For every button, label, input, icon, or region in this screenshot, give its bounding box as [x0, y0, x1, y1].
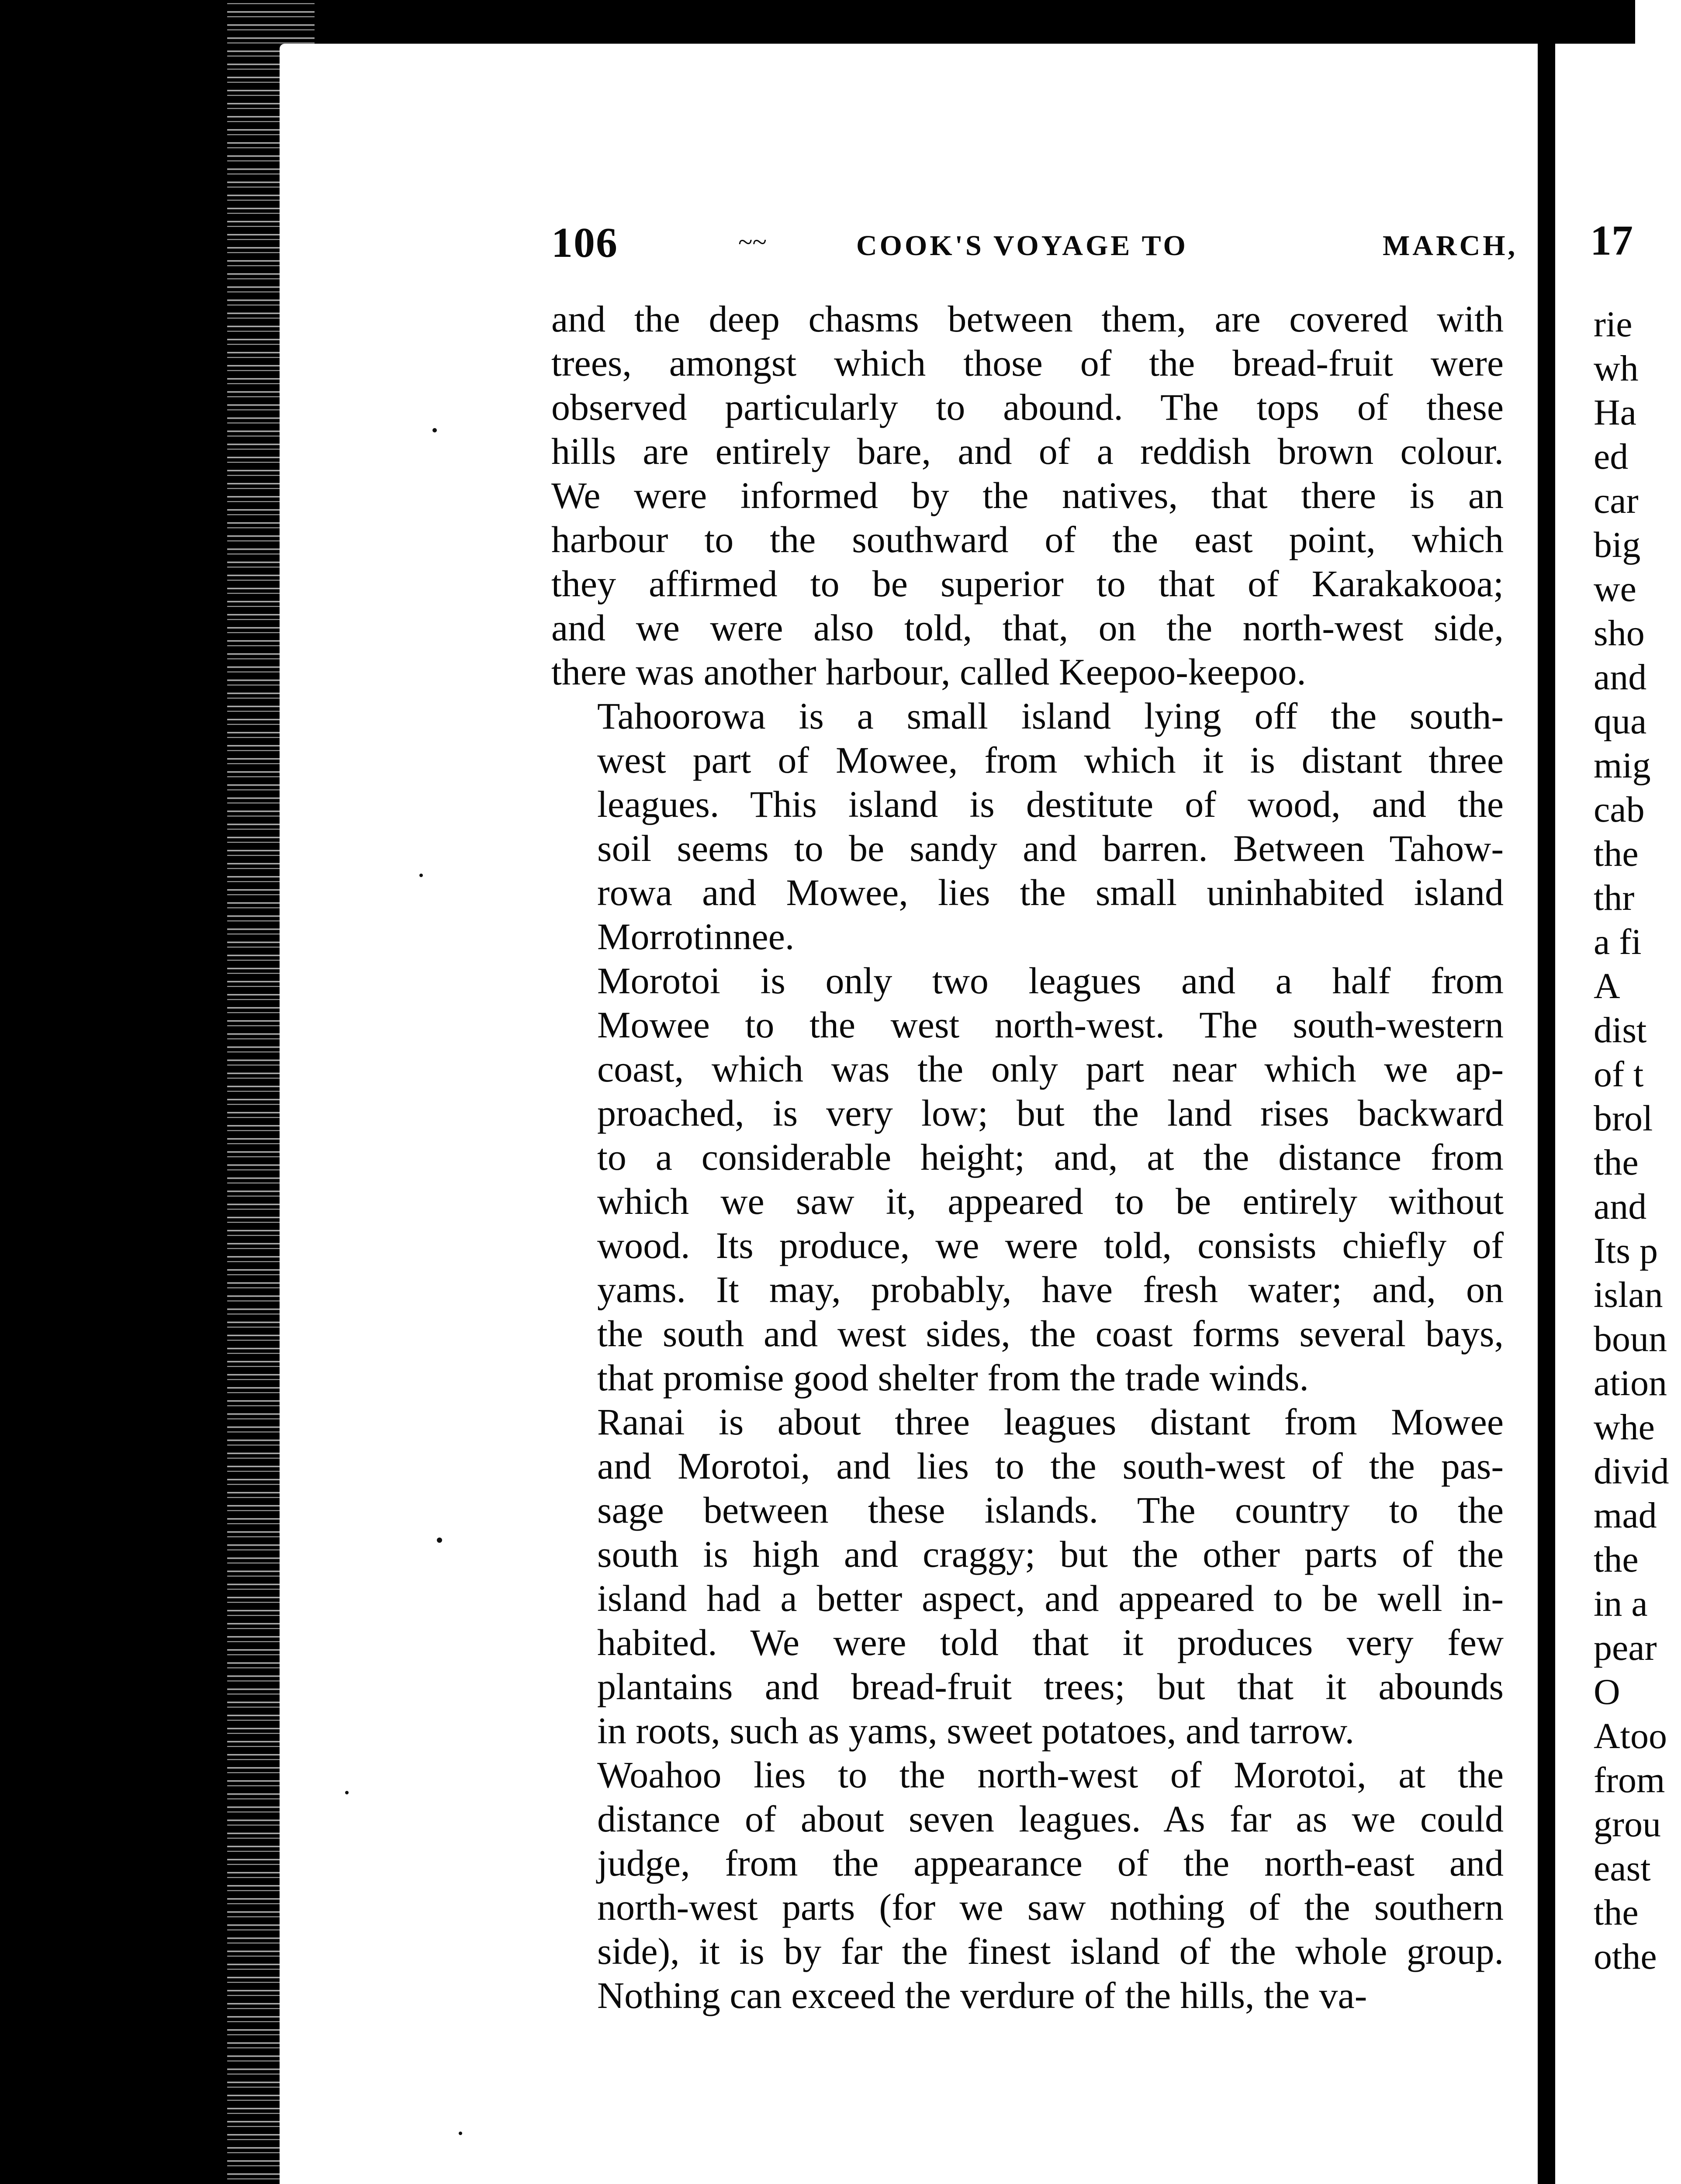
adjacent-text-line: in a	[1594, 1583, 1648, 1624]
speck	[437, 1538, 442, 1543]
text-line: Nothing can exceed the verdure of the hills, the va-	[597, 1974, 1367, 2016]
adjacent-text-line: east	[1594, 1848, 1651, 1889]
text-line: plantains and bread-fruit trees; but that it abounds	[597, 1666, 1504, 1707]
text-line: there was another harbour, called Keepoo-keepoo.	[551, 651, 1306, 693]
adjacent-text-line: the	[1594, 833, 1639, 874]
adjacent-text-line: grou	[1594, 1804, 1661, 1845]
adjacent-text-line: Its p	[1594, 1230, 1658, 1271]
text-line: Morrotinnee.	[597, 916, 795, 957]
header-mark: ~~	[738, 228, 767, 256]
adjacent-text-line: mad	[1594, 1495, 1657, 1536]
adjacent-text-line: we	[1594, 569, 1636, 609]
text-line: south is high and craggy; but the other parts of the	[597, 1533, 1504, 1575]
text-line: Woahoo lies to the north-west of Morotoi, at the	[597, 1754, 1504, 1796]
adjacent-text-line: the	[1594, 1142, 1639, 1183]
adjacent-text-line: and	[1594, 657, 1647, 698]
adjacent-text-line: ed	[1594, 436, 1629, 477]
adjacent-text-line: and	[1594, 1186, 1647, 1227]
adjacent-text-line: car	[1594, 480, 1639, 521]
text-line: and Morotoi, and lies to the south-west of the pas-	[597, 1445, 1504, 1487]
text-line: yams. It may, probably, have fresh water; and, on	[597, 1268, 1504, 1310]
paragraph	[551, 1753, 1504, 2018]
adjacent-text-line: whe	[1594, 1407, 1655, 1448]
adjacent-text-line: rie	[1594, 304, 1633, 345]
text-line: in roots, such as yams, sweet potatoes, and tarrow.	[597, 1710, 1355, 1752]
text-line: soil seems to be sandy and barren. Between Tahow-	[597, 827, 1504, 869]
adjacent-page-number: 17	[1590, 217, 1633, 264]
text-line: Mowee to the west north-west. The south-western	[597, 1004, 1504, 1046]
text-line: rowa and Mowee, lies the small uninhabited island	[597, 871, 1504, 913]
text-line: that promise good shelter from the trade winds.	[597, 1357, 1309, 1399]
text-line: Tahoorowa is a small island lying off the south-	[597, 695, 1504, 737]
text-line: We were informed by the natives, that there is an	[551, 474, 1504, 516]
adjacent-text-line: othe	[1594, 1936, 1657, 1977]
text-line: and the deep chasms between them, are covered with	[551, 298, 1504, 340]
text-line: which we saw it, appeared to be entirely without	[597, 1180, 1504, 1222]
adjacent-text-line: Ha	[1594, 392, 1636, 433]
adjacent-text-line: sho	[1594, 613, 1645, 653]
text-line: distance of about seven leagues. As far as we could	[597, 1798, 1504, 1840]
paragraph	[551, 1400, 1504, 1753]
text-line: coast, which was the only part near which we ap-	[597, 1048, 1504, 1090]
adjacent-text-line: the	[1594, 1539, 1639, 1580]
adjacent-text-line: brol	[1594, 1098, 1653, 1139]
adjacent-text-line: mig	[1594, 745, 1651, 786]
adjacent-text-line: the	[1594, 1892, 1639, 1933]
text-line: north-west parts (for we saw nothing of the southern	[597, 1886, 1504, 1928]
text-line: proached, is very low; but the land rises backward	[597, 1092, 1504, 1134]
text-line: they affirmed to be superior to that of Karakakooa;	[551, 563, 1504, 605]
text-line: trees, amongst which those of the bread-fruit were	[551, 342, 1504, 384]
adjacent-text-line: boun	[1594, 1319, 1667, 1359]
adjacent-text-line: cab	[1594, 789, 1645, 830]
running-title: COOK'S VOYAGE TO	[856, 230, 1188, 262]
adjacent-text-line: a fi	[1594, 922, 1642, 962]
text-line: harbour to the southward of the east point, which	[551, 518, 1504, 560]
text-line: habited. We were told that it produces very few	[597, 1621, 1504, 1663]
adjacent-text-line: of t	[1594, 1054, 1644, 1095]
body-text	[551, 297, 1504, 2018]
text-line: Morotoi is only two leagues and a half from	[597, 960, 1504, 1002]
adjacent-page-text	[1594, 302, 1681, 1979]
text-line: the south and west sides, the coast forms several bays,	[597, 1313, 1504, 1355]
adjacent-text-line: A	[1594, 966, 1620, 1006]
adjacent-text-line: O	[1594, 1672, 1620, 1712]
adjacent-text-line: pear	[1594, 1628, 1657, 1668]
paragraph	[551, 694, 1504, 959]
text-line: island had a better aspect, and appeared to be well in-	[597, 1577, 1504, 1619]
text-line: and we were also told, that, on the north-west side,	[551, 607, 1504, 649]
text-line: Ranai is about three leagues distant from Mowee	[597, 1401, 1504, 1443]
running-date: MARCH,	[1383, 230, 1518, 262]
speck	[419, 874, 423, 877]
adjacent-text-line: qua	[1594, 701, 1647, 742]
text-line: observed particularly to abound. The tops of these	[551, 386, 1504, 428]
adjacent-text-line: Atoo	[1594, 1716, 1667, 1756]
page-number: 106	[551, 219, 618, 266]
adjacent-text-line: thr	[1594, 878, 1635, 918]
text-line: side), it is by far the finest island of the whole group.	[597, 1930, 1504, 1972]
adjacent-text-line: ation	[1594, 1363, 1667, 1403]
paragraph	[551, 959, 1504, 1400]
adjacent-text-line: islan	[1594, 1275, 1663, 1315]
text-line: sage between these islands. The country to the	[597, 1489, 1504, 1531]
adjacent-text-line: dist	[1594, 1010, 1647, 1051]
speck	[459, 2132, 462, 2135]
adjacent-text-line: big	[1594, 525, 1641, 565]
text-line: leagues. This island is destitute of wood, and the	[597, 783, 1504, 825]
adjacent-text-line: from	[1594, 1760, 1665, 1800]
text-line: wood. Its produce, we were told, consists chiefly of	[597, 1224, 1504, 1266]
adjacent-text-line: divid	[1594, 1451, 1669, 1492]
text-line: to a considerable height; and, at the distance from	[597, 1136, 1504, 1178]
text-line: hills are entirely bare, and of a reddish brown colour.	[551, 430, 1504, 472]
speck	[345, 1791, 349, 1794]
text-line: west part of Mowee, from which it is distant three	[597, 739, 1504, 781]
text-line: judge, from the appearance of the north-east and	[597, 1842, 1504, 1884]
speck	[432, 428, 437, 432]
adjacent-text-line: wh	[1594, 348, 1639, 389]
paragraph	[551, 297, 1504, 694]
